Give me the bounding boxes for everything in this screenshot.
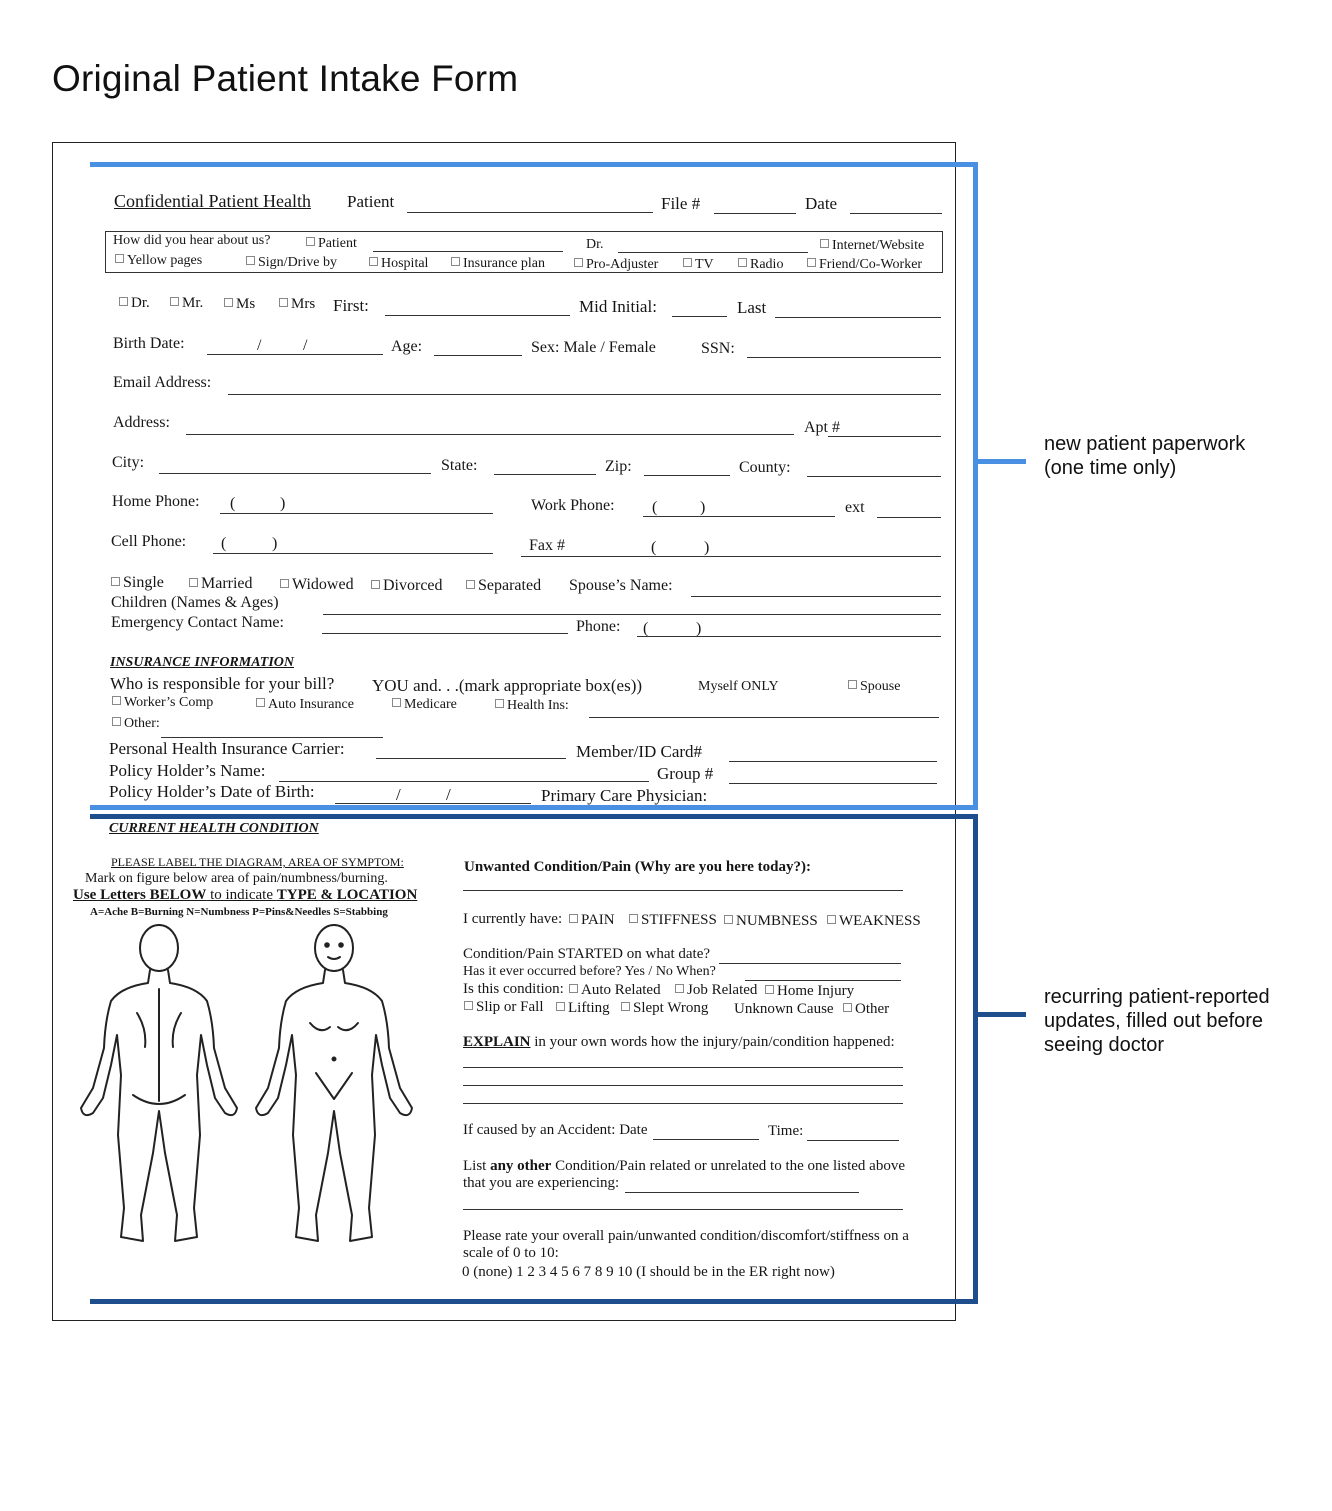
title-mr[interactable]: Mr. [170, 296, 203, 311]
occurred-line[interactable] [745, 980, 901, 981]
cell-phone-label: Cell Phone: [111, 533, 187, 550]
last-line[interactable] [775, 317, 941, 318]
new-patient-bracket-top [90, 162, 978, 167]
front-figure [256, 925, 412, 1241]
title-dr[interactable]: Dr. [119, 296, 150, 311]
carrier-line[interactable] [376, 758, 566, 759]
emergency-label: Emergency Contact Name: [111, 614, 284, 631]
started-label: Condition/Pain STARTED on what date? [463, 946, 711, 962]
experiencing-label: that you are experiencing: [463, 1175, 620, 1191]
home-phone-line[interactable] [220, 513, 493, 514]
marital-single[interactable]: Single [111, 575, 164, 591]
holder-dob-label: Policy Holder’s Date of Birth: [109, 782, 315, 801]
accident-time-label: Time: [768, 1123, 804, 1139]
health-ins-option[interactable]: Health Ins: [495, 699, 569, 713]
numbness-option[interactable]: NUMBNESS [724, 914, 818, 929]
city-label: City: [112, 454, 145, 471]
job-related-option[interactable]: Job Related [675, 983, 757, 998]
carrier-label: Personal Health Insurance Carrier: [109, 739, 345, 758]
first-line[interactable] [385, 315, 570, 316]
emergency-line[interactable] [322, 633, 568, 634]
explain-line-1[interactable] [463, 1067, 903, 1068]
weakness-option[interactable]: WEAKNESS [827, 914, 921, 929]
accident-date-label: If caused by an Accident: Date [463, 1122, 648, 1138]
spouse-label: Spouse’s Name: [569, 577, 673, 594]
work-phone-line[interactable] [643, 516, 835, 517]
medicare-option[interactable]: Medicare [392, 698, 457, 712]
emergency-phone-line[interactable] [637, 636, 941, 637]
children-label: Children (Names & Ages) [111, 594, 279, 611]
page-title: Original Patient Intake Form [52, 58, 519, 99]
referral-internet[interactable]: Internet/Website [820, 239, 924, 253]
last-label: Last [737, 298, 767, 317]
pcp-label: Primary Care Physician: [541, 786, 708, 805]
back-figure [81, 925, 237, 1241]
unknown-cause-option[interactable]: Unknown Cause [734, 1001, 834, 1017]
health-heading: CURRENT HEALTH CONDITION [109, 821, 319, 836]
use-letters-text: Use Letters BELOW to indicate TYPE & LOCATION [73, 887, 418, 903]
slip-fall-option[interactable]: Slip or Fall [464, 1000, 544, 1015]
age-line[interactable] [434, 355, 522, 356]
explain-line-2[interactable] [463, 1085, 903, 1086]
responsible-label: Who is responsible for your bill? [110, 674, 335, 693]
apt-line[interactable] [828, 436, 941, 437]
mid-label: Mid Initial: [579, 297, 657, 316]
file-label: File # [661, 194, 701, 213]
referral-hospital[interactable]: Hospital [369, 257, 428, 271]
member-line[interactable] [729, 761, 937, 762]
fax-paren-open: ( [651, 539, 657, 556]
home-injury-option[interactable]: Home Injury [765, 984, 854, 999]
auto-related-option[interactable]: Auto Related [569, 983, 661, 998]
other-condition-option[interactable]: Other [843, 1002, 889, 1017]
workers-comp-option[interactable]: Worker’s Comp [112, 696, 213, 710]
recurring-bracket-top [90, 814, 978, 819]
group-label: Group # [657, 764, 714, 783]
accident-date-line[interactable] [653, 1139, 759, 1140]
started-line[interactable] [719, 963, 901, 964]
title-ms[interactable]: Ms [224, 297, 255, 312]
referral-friend[interactable]: Friend/Co-Worker [807, 258, 922, 272]
label-diagram-text: PLEASE LABEL THE DIAGRAM, AREA OF SYMPTOM: [111, 855, 404, 869]
apt-label: Apt # [804, 419, 840, 436]
marital-married[interactable]: Married [189, 576, 253, 592]
patient-line[interactable] [407, 212, 653, 213]
accident-time-line[interactable] [807, 1140, 899, 1141]
ssn-line[interactable] [747, 357, 941, 358]
emergency-phone-label: Phone: [576, 618, 621, 635]
pain-scale[interactable]: 0 (none) 1 2 3 4 5 6 7 8 9 10 (I should be in the ER right now) [462, 1264, 835, 1280]
address-line[interactable] [186, 434, 794, 435]
work-paren-close: ) [700, 499, 706, 516]
experiencing-line[interactable] [625, 1192, 859, 1193]
holder-label: Policy Holder’s Name: [109, 761, 266, 780]
ssn-label: SSN: [701, 340, 735, 357]
first-label: First: [333, 296, 369, 315]
work-paren-open: ( [652, 499, 658, 516]
state-line[interactable] [494, 474, 596, 475]
cell-paren-open: ( [221, 535, 227, 552]
new-patient-annotation: new patient paperwork (one time only) [1044, 433, 1246, 479]
referral-adjuster[interactable]: Pro-Adjuster [574, 258, 658, 272]
ext-label: ext [845, 499, 865, 516]
birth-slash-2: / [303, 337, 308, 354]
myself-only[interactable]: Myself ONLY [698, 679, 779, 694]
is-this-label: Is this condition: [463, 981, 564, 997]
birth-label: Birth Date: [113, 335, 185, 352]
holder-line[interactable] [279, 781, 649, 782]
email-line[interactable] [228, 394, 941, 395]
pain-option[interactable]: PAIN [569, 913, 615, 928]
scanned-form [52, 142, 956, 1321]
mark-figure-text: Mark on figure below area of pain/numbness/burning. [85, 871, 388, 886]
health-ins-line[interactable] [589, 717, 939, 718]
slept-wrong-option[interactable]: Slept Wrong [621, 1001, 708, 1016]
home-paren-open: ( [230, 495, 236, 512]
body-diagram[interactable] [75, 923, 451, 1255]
city-line[interactable] [159, 473, 431, 474]
stiffness-option[interactable]: STIFFNESS [629, 913, 717, 928]
birth-line[interactable] [207, 354, 383, 355]
spouse-line[interactable] [691, 596, 941, 597]
other-option[interactable]: Other: [112, 717, 160, 731]
recurring-annotation: recurring patient-reported updates, filled out before seeing doctor [1044, 986, 1270, 1056]
ext-line[interactable] [877, 517, 941, 518]
emergency-paren-open: ( [643, 620, 649, 637]
emergency-paren-close: ) [696, 620, 702, 637]
cell-paren-close: ) [272, 535, 278, 552]
referral-dr: Dr. [586, 237, 604, 252]
county-line[interactable] [807, 476, 941, 477]
referral-patient-line[interactable] [373, 251, 563, 252]
email-label: Email Address: [113, 374, 212, 391]
member-label: Member/ID Card# [576, 742, 703, 761]
fax-label: Fax # [529, 537, 565, 554]
recurring-bracket-side [973, 814, 978, 1304]
patient-label: Patient [347, 192, 395, 211]
list-other-label: List any other Condition/Pain related or unrelated to the one listed above [463, 1158, 906, 1174]
rate-label: Please rate your overall pain/unwanted condition/discomfort/stiffness on a [463, 1228, 909, 1244]
sex-label[interactable]: Sex: Male / Female [531, 339, 656, 356]
referral-radio[interactable]: Radio [738, 258, 783, 272]
unwanted-label: Unwanted Condition/Pain (Why are you here today?): [464, 859, 811, 875]
other-line[interactable] [161, 737, 383, 738]
zip-label: Zip: [605, 458, 632, 475]
lifting-option[interactable]: Lifting [556, 1001, 610, 1016]
fax-paren-close: ) [704, 539, 710, 556]
date-line[interactable] [850, 213, 942, 214]
insurance-heading: INSURANCE INFORMATION [110, 655, 294, 670]
work-phone-label: Work Phone: [531, 497, 615, 514]
you-and-label: YOU and. . .(mark appropriate box(es)) [372, 676, 643, 695]
marital-separated[interactable]: Separated [466, 578, 541, 594]
county-label: County: [739, 459, 791, 476]
children-line[interactable] [323, 614, 941, 615]
home-paren-close: ) [280, 495, 286, 512]
experiencing-line-2[interactable] [463, 1209, 903, 1210]
mid-line[interactable] [672, 316, 727, 317]
new-patient-bracket-side [973, 162, 978, 810]
fax-line[interactable] [521, 556, 941, 557]
referral-tv[interactable]: TV [683, 258, 714, 272]
referral-insurance[interactable]: Insurance plan [451, 257, 545, 271]
rate-scale-label: scale of 0 to 10: [463, 1245, 559, 1261]
date-label: Date [805, 194, 838, 213]
address-label: Address: [113, 414, 170, 431]
form-title: Confidential Patient Health [114, 191, 311, 211]
title-mrs[interactable]: Mrs [279, 297, 315, 312]
new-patient-bracket-tick [978, 459, 1026, 464]
referral-sign[interactable]: Sign/Drive by [246, 256, 337, 270]
referral-dr-line[interactable] [618, 252, 808, 253]
holder-dob-slash-1: / [396, 785, 401, 804]
file-line[interactable] [714, 213, 796, 214]
group-line[interactable] [729, 783, 937, 784]
holder-dob-line[interactable] [335, 803, 531, 804]
recurring-bracket-tick [978, 1012, 1026, 1017]
referral-question: How did you hear about us? [113, 233, 271, 248]
unwanted-line[interactable] [463, 890, 903, 891]
referral-yellow[interactable]: Yellow pages [115, 254, 202, 268]
referral-patient[interactable]: Patient [306, 237, 357, 251]
auto-insurance-option[interactable]: Auto Insurance [256, 698, 354, 712]
spouse-option[interactable]: Spouse [848, 680, 900, 694]
explain-label: EXPLAIN in your own words how the injury/pain/condition happened: [463, 1034, 895, 1050]
home-phone-label: Home Phone: [112, 493, 200, 510]
age-label: Age: [391, 338, 423, 355]
cell-phone-line[interactable] [213, 553, 493, 554]
marital-widowed[interactable]: Widowed [280, 577, 354, 593]
state-label: State: [441, 457, 478, 474]
birth-slash-1: / [257, 337, 262, 354]
marital-divorced[interactable]: Divorced [371, 578, 443, 594]
recurring-bracket-bottom [90, 1299, 978, 1304]
holder-dob-slash-2: / [446, 785, 451, 804]
zip-line[interactable] [644, 475, 730, 476]
new-patient-bracket-bottom [90, 805, 978, 810]
symptom-legend: A=Ache B=Burning N=Numbness P=Pins&Needles S=Stabbing [90, 906, 388, 918]
explain-line-3[interactable] [463, 1103, 903, 1104]
currently-label: I currently have: [463, 911, 563, 927]
occurred-label[interactable]: Has it ever occurred before? Yes / No When? [463, 964, 716, 979]
